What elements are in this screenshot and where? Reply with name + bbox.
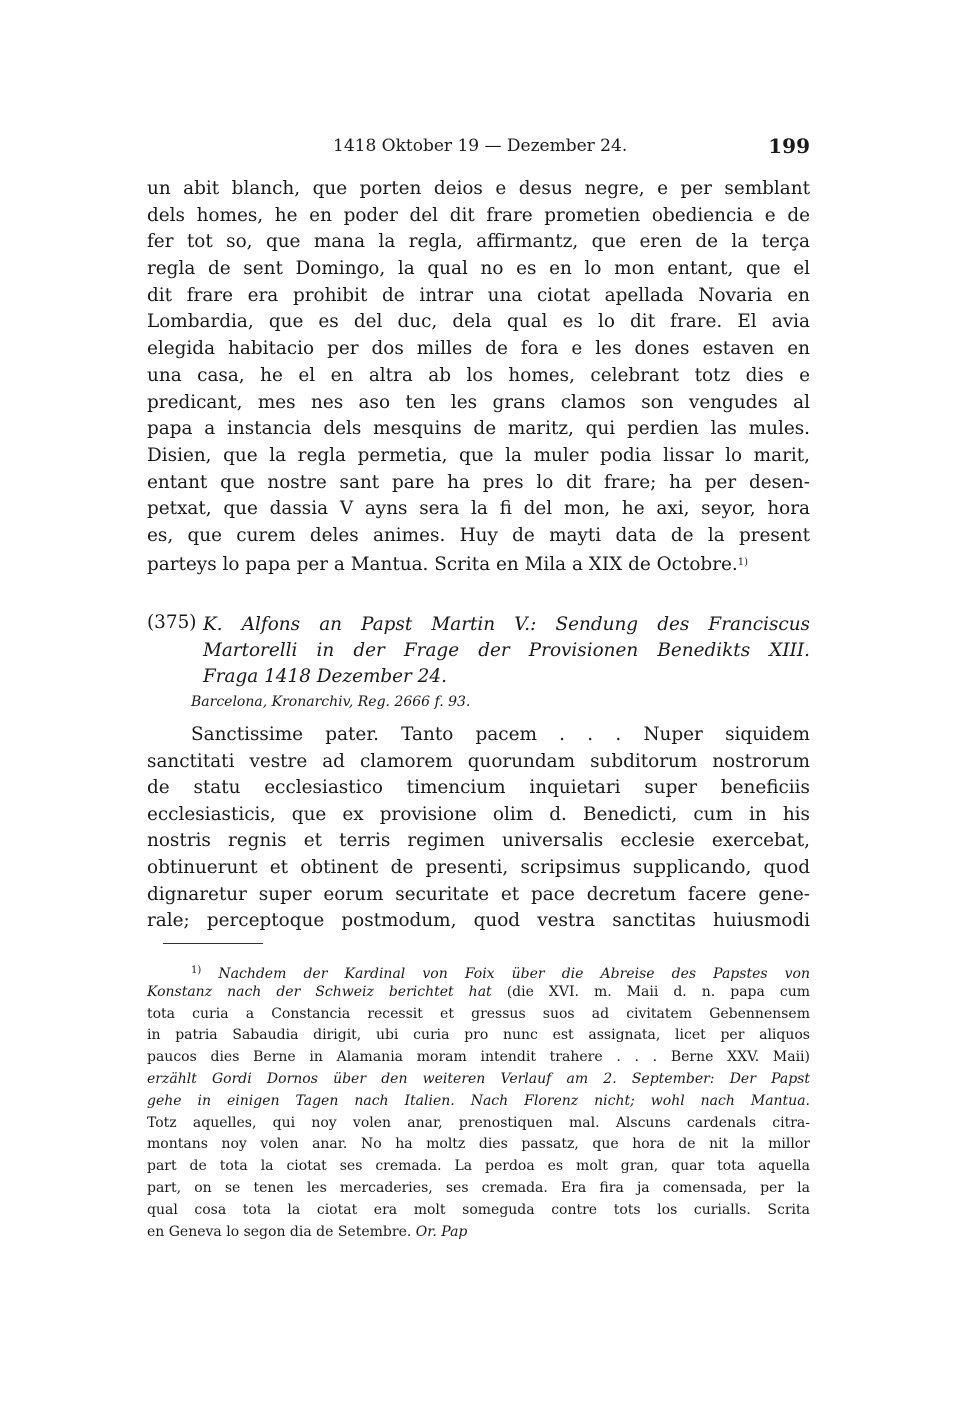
body-line: fer tot so, que mana la regla, affirmantz, que eren de la terça [147,231,810,253]
footnote-italic: Or. Pap [415,1223,468,1240]
footnote [147,960,810,1243]
letter-line: obtinuerunt et obtinent de presenti, scripsimus supplicando, quod [147,856,810,878]
body-line: dit frare era prohibit de intrar una ciotat apellada Novaria en [147,284,810,306]
entry-title-line: K. Alfons an Papst Martin V.: Sendung des Franciscus [203,614,810,635]
footnote-line [147,982,810,1004]
body-line: papa a instancia dels mesquins de maritz, qui perdien las mules. [147,418,810,440]
footnote-roman: (die XVI. m. Maii d. n. papa cum [506,983,810,1000]
footnote-line: montans noy volen anar. No ha moltz dies passatz, que hora de nit la millor [147,1136,810,1153]
footnote-line: qual cosa tota la ciotat era molt someguda contre tots los curialls. Scrita [147,1201,810,1218]
footnote-roman: en Geneva lo segon dia de Setembre. [147,1223,412,1240]
footnote-line: gehe in einigen Tagen nach Italien. Nach Florenz nicht; wohl nach Mantua. [147,1092,810,1109]
footnote-line: part, on se tenen les mercaderies, ses cremada. Era fira ja comensada, per la [147,1179,810,1196]
archive-reference: Barcelona, Kronarchiv, Reg. 2666 f. 93. [191,694,471,710]
footnote-line: tota curia a Constancia recessit et gressus suos ad civitatem Gebennensem [147,1005,810,1022]
letter-line: dignaretur super eorum securitate et pace decretum facere gene- [147,883,810,905]
footnote-line: erzählt Gordi Dornos über den weiteren Verlauf am 2. September: Der Papst [147,1070,810,1087]
footnote-mark: 1) [191,965,202,976]
body-line: entant que nostre sant pare ha pres lo dit frare; ha per desen- [147,471,810,493]
letter-line: ecclesiasticis, que ex provisione olim d. Benedicti, cum in his [147,803,810,825]
page-header [147,136,810,162]
body-line: elegida habitacio per dos milles de fora e les dones estaven en [147,338,810,360]
body-text [147,176,810,576]
body-line: una casa, he el en altra ab los homes, celebrant totz dies e [147,364,810,386]
footnote-line: in patria Sabaudia dirigit, ubi curia pro nunc est assignata, licet per aliquos [147,1027,810,1044]
footnote-line: paucos dies Berne in Alamania moram intendit trahere . . . Berne XXV. Maii) [147,1049,810,1066]
letter-text [147,722,810,935]
body-line: dels homes, he en poder del dit frare prometien obediencia e de [147,204,810,226]
body-line: un abit blanch, que porten deios e desus negre, e per semblant [147,178,810,199]
footnote-divider [163,943,263,944]
running-title: 1418 Oktober 19 — Dezember 24. [333,136,628,156]
footnote-line [147,960,810,982]
document-page [147,0,810,1412]
body-line: Disien, que la regla permetia, que la muler podia lissar lo marit, [147,444,810,466]
entry-number: (375) [147,612,197,633]
entry-title-line: Fraga 1418 Dezember 24. [203,666,447,687]
footnote-line: part de tota la ciotat ses cremada. La perdoa es molt gran, quar tota aquella [147,1158,810,1175]
body-line: petxat, que dassia V ayns sera la fi del mon, he axi, seyor, hora [147,498,810,520]
footnote-line-last [147,1222,810,1244]
body-line: es, que curem deles animes. Huy de mayti data de la present [147,524,810,546]
entry-title-line: Martorelli in der Frage der Provisionen Benedikts XIII. [203,640,810,661]
body-line: regla de sent Domingo, la qual no es en lo mon entant, que el [147,258,810,280]
letter-line: nostris regnis et terris regimen universalis ecclesie exercebat, [147,830,810,852]
page-number: 199 [768,134,810,158]
footnote-italic: Nachdem der Kardinal von Foix über die Abreise des Papstes von [218,966,810,982]
body-line: Lombardia, que es del duc, dela qual es lo dit frare. El avia [147,311,810,333]
letter-line: de statu ecclesiastico timencium inquietari super beneficiis [147,777,810,799]
letter-line: Sanctissime pater. Tanto pacem . . . Nuper siquidem [191,724,810,745]
footnote-line: Totz aquelles, qui noy volen anar, prenostiquen mal. Alscuns cardenals citra- [147,1114,810,1131]
letter-line: rale; perceptoque postmodum, quod vestra sanctitas huiusmodi [147,910,810,932]
body-last-text: parteys lo papa per a Mantua. Scrita en Mila a XIX de Octobre. [147,553,738,575]
footnote-italic: Konstanz nach der Schweiz berichtet hat [147,983,492,1000]
body-line-last [147,550,810,577]
body-line: predicant, mes nes aso ten les grans clamos son vengudes al [147,391,810,413]
entry-title [203,612,810,690]
footnote-reference: 1) [737,556,748,568]
letter-line: sanctitati vestre ad clamorem quorundam subditorum nostrorum [147,750,810,772]
